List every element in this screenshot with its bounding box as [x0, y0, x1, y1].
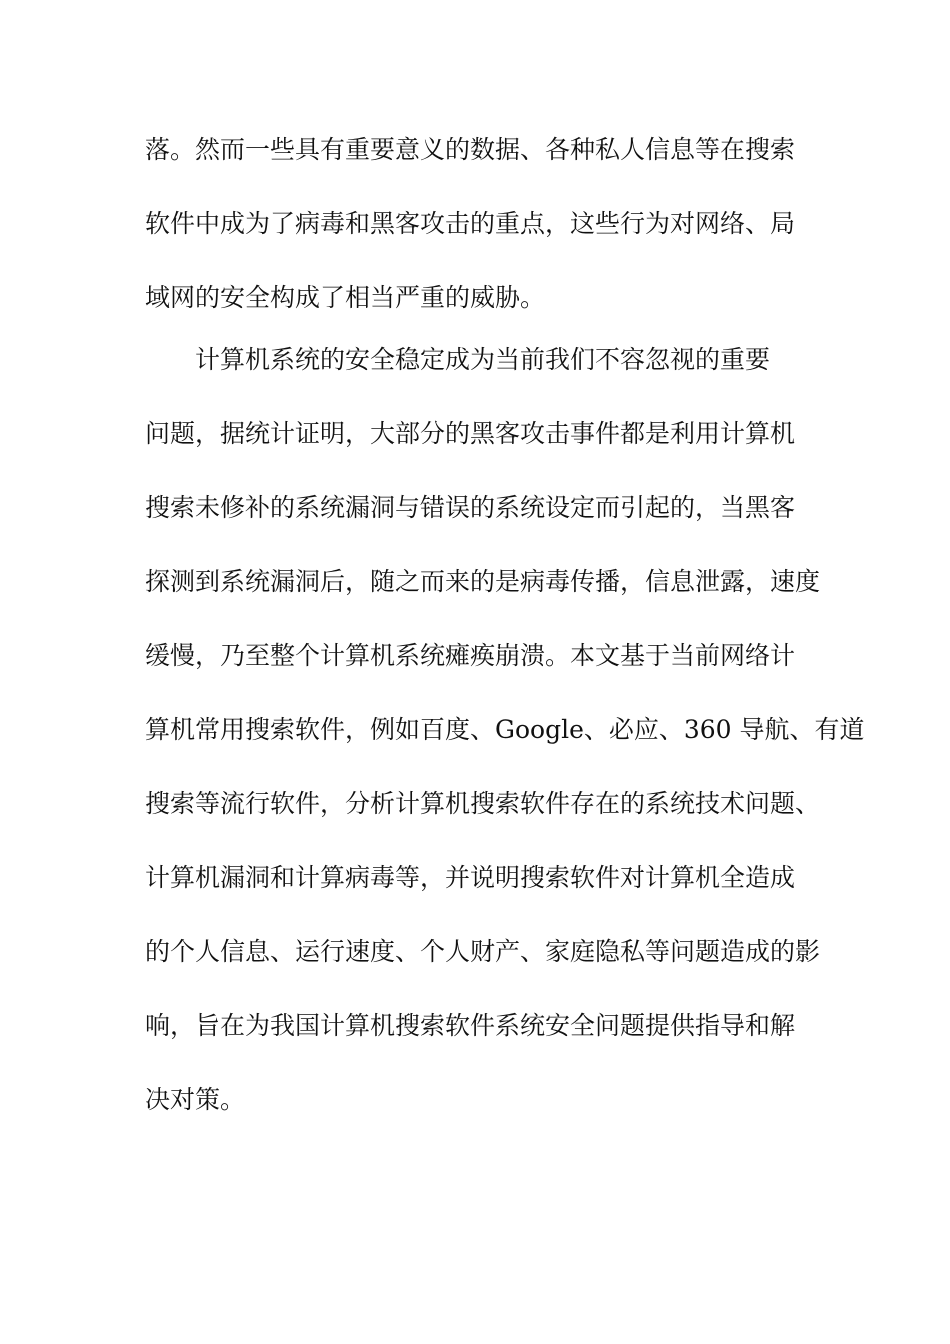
- text-line: 域网的安全构成了相当严重的威胁。: [145, 283, 546, 312]
- text-line: 问题，据统计证明，大部分的黑客攻击事件都是利用计算机: [145, 419, 796, 448]
- text-line: 决对策。: [145, 1085, 246, 1114]
- text-line: 搜索等流行软件，分析计算机搜索软件存在的系统技术问题、: [145, 789, 821, 818]
- text-line: 探测到系统漏洞后，随之而来的是病毒传播，信息泄露，速度: [145, 567, 821, 596]
- text-line: 的个人信息、运行速度、个人财产、家庭隐私等问题造成的影: [145, 937, 821, 966]
- paragraph-2: [145, 338, 865, 1152]
- text-line: 软件中成为了病毒和黑客攻击的重点，这些行为对网络、局: [145, 209, 796, 238]
- text-line: 计算机系统的安全稳定成为当前我们不容忽视的重要: [195, 345, 771, 374]
- paragraph-1: [145, 128, 825, 338]
- text-line: 计算机漏洞和计算病毒等，并说明搜索软件对计算机全造成: [145, 863, 796, 892]
- text-line: 缓慢，乃至整个计算机系统瘫痪崩溃。本文基于当前网络计: [145, 641, 796, 670]
- body-text: [145, 128, 865, 1152]
- text-line: 响，旨在为我国计算机搜索软件系统安全问题提供指导和解: [145, 1011, 796, 1040]
- text-line: 搜索未修补的系统漏洞与错误的系统设定而引起的，当黑客: [145, 493, 796, 522]
- text-line: 算机常用搜索软件，例如百度、Google、必应、360 导航、有道: [145, 715, 865, 744]
- text-line: 落。然而一些具有重要意义的数据、各种私人信息等在搜索: [145, 135, 796, 164]
